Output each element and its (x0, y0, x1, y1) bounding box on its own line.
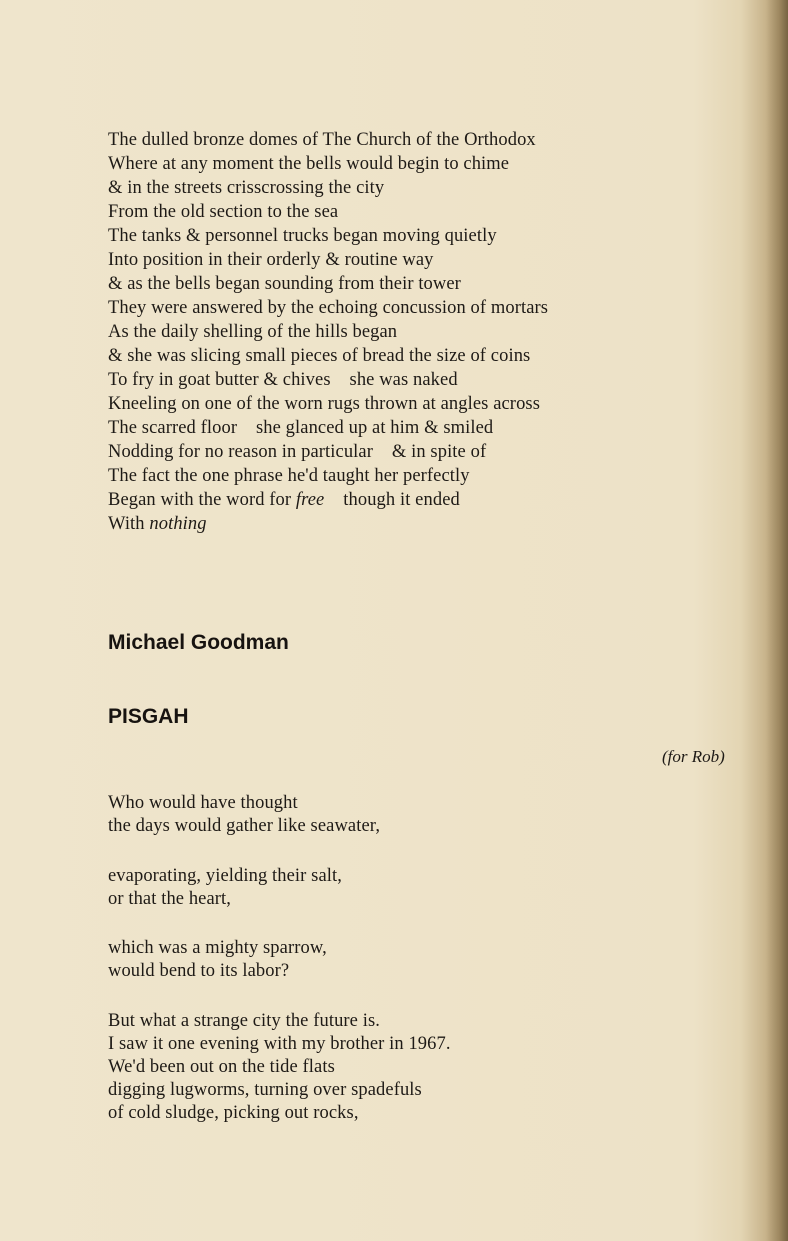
poem-title: PISGAH (108, 705, 189, 728)
poem-line: & she was slicing small pieces of bread the size of coins (108, 346, 531, 366)
poem-line: The dulled bronze domes of The Church of the Orthodox (108, 130, 536, 150)
poem-line: We'd been out on the tide flats (108, 1057, 335, 1077)
poem-line: Where at any moment the bells would begin to chime (108, 154, 510, 174)
poem-line: Into position in their orderly & routine way (108, 250, 434, 270)
poem-line: the days would gather like seawater, (108, 816, 381, 836)
italic-word: free (295, 490, 325, 510)
poem-line: But what a strange city the future is. (108, 1011, 380, 1031)
poem-line: Who would have thought (108, 793, 298, 813)
poem-two-stanza-2 (108, 865, 342, 911)
poem-two-stanza-3 (108, 937, 327, 983)
poem-line: & as the bells began sounding from their tower (108, 274, 461, 294)
poem-line: or that the heart, (108, 889, 232, 909)
page-spine-shadow (766, 0, 788, 1241)
poem-line-text: though it ended (324, 490, 460, 510)
poem-line-text: With (108, 514, 150, 534)
italic-word: nothing (149, 514, 207, 534)
poem-two-stanza-4 (108, 1010, 451, 1125)
poem-line (108, 488, 548, 512)
poem-line: I saw it one evening with my brother in 1967. (108, 1034, 451, 1054)
poem-line: As the daily shelling of the hills began (108, 322, 398, 342)
poem-line: Kneeling on one of the worn rugs thrown at angles across (108, 394, 541, 414)
poem-one (108, 128, 548, 536)
poem-line: Nodding for no reason in particular & in spite of (108, 442, 487, 462)
poem-line (108, 512, 548, 536)
author-name: Michael Goodman (108, 631, 289, 654)
poem-line: The scarred floor she glanced up at him & smiled (108, 418, 494, 438)
poem-line: which was a mighty sparrow, (108, 938, 327, 958)
poem-two-stanza-1 (108, 792, 380, 838)
poem-line: They were answered by the echoing concussion of mortars (108, 298, 549, 318)
poem-line: To fry in goat butter & chives she was naked (108, 370, 458, 390)
poem-line: would bend to its labor? (108, 961, 290, 981)
poem-line: The tanks & personnel trucks began moving quietly (108, 226, 497, 246)
poem-line: evaporating, yielding their salt, (108, 866, 342, 886)
poem-line: The fact the one phrase he'd taught her perfectly (108, 466, 470, 486)
poem-line: of cold sludge, picking out rocks, (108, 1103, 359, 1123)
poem-line-text: Began with the word for (108, 490, 296, 510)
poem-line: From the old section to the sea (108, 202, 339, 222)
poem-line: & in the streets crisscrossing the city (108, 178, 385, 198)
poem-line: digging lugworms, turning over spadefuls (108, 1080, 422, 1100)
dedication: (for Rob) (662, 747, 725, 766)
